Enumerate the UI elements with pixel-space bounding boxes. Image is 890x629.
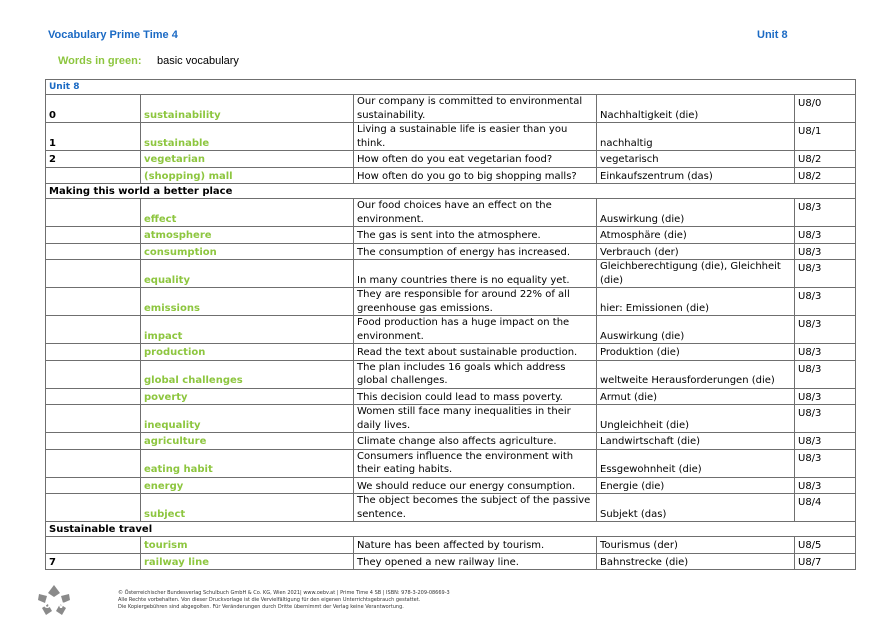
unit-reference: U8/3 <box>795 405 856 433</box>
vocab-row <box>46 288 856 316</box>
document-title: Vocabulary Prime Time 4 <box>48 29 178 41</box>
entry-number <box>46 388 141 405</box>
unit-reference: U8/7 <box>795 553 856 570</box>
german-translation: Landwirtschaft (die) <box>597 433 795 450</box>
unit-reference: U8/3 <box>795 433 856 450</box>
vocab-word: eating habit <box>141 449 354 477</box>
vocab-row <box>46 95 856 123</box>
example-sentence: Nature has been affected by tourism. <box>354 537 597 554</box>
example-sentence: Women still face many inequalities in their daily lives. <box>354 405 597 433</box>
vocabulary-table-body <box>46 80 856 570</box>
vocab-word: atmosphere <box>141 227 354 244</box>
unit-reference: U8/2 <box>795 151 856 168</box>
footer-line: © Österreichischer Bundesverlag Schulbuch GmbH & Co. KG, Wien 2021| www.oebv.at | Prime Time 4 SB | ISBN: 978-3-209-08669-3 <box>118 590 450 596</box>
vocab-row <box>46 360 856 388</box>
unit-row <box>46 80 856 95</box>
unit-reference: U8/5 <box>795 537 856 554</box>
legend-text: basic vocabulary <box>157 55 239 67</box>
unit-reference: U8/3 <box>795 260 856 288</box>
legend-label: Words in green: <box>58 55 142 67</box>
example-sentence: Climate change also affects agriculture. <box>354 433 597 450</box>
unit-reference: U8/3 <box>795 449 856 477</box>
unit-reference: U8/1 <box>795 123 856 151</box>
vocab-word: subject <box>141 494 354 522</box>
vocab-row <box>46 243 856 260</box>
vocab-row <box>46 433 856 450</box>
vocab-word: poverty <box>141 388 354 405</box>
vocab-word: production <box>141 344 354 361</box>
example-sentence: We should reduce our energy consumption. <box>354 477 597 494</box>
example-sentence: The object becomes the subject of the passive sentence. <box>354 494 597 522</box>
entry-number <box>46 360 141 388</box>
unit-reference: U8/3 <box>795 344 856 361</box>
footer-copyright <box>118 590 450 611</box>
entry-number <box>46 167 141 184</box>
vocab-word: inequality <box>141 405 354 433</box>
vocab-word: global challenges <box>141 360 354 388</box>
vocab-word: energy <box>141 477 354 494</box>
entry-number <box>46 344 141 361</box>
example-sentence: Consumers influence the environment with their eating habits. <box>354 449 597 477</box>
vocab-row <box>46 537 856 554</box>
german-translation: Produktion (die) <box>597 344 795 361</box>
example-sentence: They opened a new railway line. <box>354 553 597 570</box>
vocab-row <box>46 151 856 168</box>
entry-number <box>46 405 141 433</box>
german-translation: Nachhaltigkeit (die) <box>597 95 795 123</box>
vocab-row <box>46 449 856 477</box>
vocabulary-table <box>45 79 856 570</box>
entry-number: 0 <box>46 95 141 123</box>
example-sentence: This decision could lead to mass poverty. <box>354 388 597 405</box>
vocab-word: impact <box>141 316 354 344</box>
example-sentence: Living a sustainable life is easier than you think. <box>354 123 597 151</box>
entry-number <box>46 449 141 477</box>
vocab-row <box>46 494 856 522</box>
german-translation: vegetarisch <box>597 151 795 168</box>
german-translation: nachhaltig <box>597 123 795 151</box>
section-title: Making this world a better place <box>46 184 856 199</box>
section-heading-row <box>46 522 856 537</box>
entry-number <box>46 494 141 522</box>
vocab-word: sustainable <box>141 123 354 151</box>
entry-number <box>46 433 141 450</box>
entry-number <box>46 288 141 316</box>
entry-number: 1 <box>46 123 141 151</box>
unit-reference: U8/3 <box>795 360 856 388</box>
example-sentence: Read the text about sustainable production. <box>354 344 597 361</box>
vocab-row <box>46 316 856 344</box>
vocab-word: effect <box>141 199 354 227</box>
german-translation: hier: Emissionen (die) <box>597 288 795 316</box>
vocab-word: (shopping) mall <box>141 167 354 184</box>
vocab-row <box>46 405 856 433</box>
footer-line: Alle Rechte vorbehalten. Von dieser Druckvorlage ist die Vervielfältigung für den eigenen Unterrichtsgebrauch gestattet. <box>118 597 421 603</box>
example-sentence: Food production has a huge impact on the environment. <box>354 316 597 344</box>
unit-reference: U8/3 <box>795 316 856 344</box>
german-translation: Auswirkung (die) <box>597 316 795 344</box>
example-sentence: The consumption of energy has increased. <box>354 243 597 260</box>
entry-number <box>46 243 141 260</box>
german-translation: Gleichberechtigung (die), Gleichheit (die) <box>597 260 795 288</box>
unit-reference: U8/3 <box>795 477 856 494</box>
vocab-word: sustainability <box>141 95 354 123</box>
vocab-row <box>46 260 856 288</box>
section-title: Sustainable travel <box>46 522 856 537</box>
entry-number <box>46 199 141 227</box>
vocab-word: emissions <box>141 288 354 316</box>
vocab-row <box>46 227 856 244</box>
german-translation: Auswirkung (die) <box>597 199 795 227</box>
vocab-word: railway line <box>141 553 354 570</box>
vocab-row <box>46 553 856 570</box>
vocab-word: agriculture <box>141 433 354 450</box>
entry-number: 7 <box>46 553 141 570</box>
entry-number <box>46 227 141 244</box>
unit-reference: U8/3 <box>795 288 856 316</box>
publisher-logo-text: öbv <box>43 600 65 611</box>
vocab-row <box>46 344 856 361</box>
german-translation: Essgewohnheit (die) <box>597 449 795 477</box>
unit-reference: U8/3 <box>795 243 856 260</box>
german-translation: Verbrauch (der) <box>597 243 795 260</box>
unit-reference: U8/3 <box>795 388 856 405</box>
german-translation: weltweite Herausforderungen (die) <box>597 360 795 388</box>
entry-number <box>46 537 141 554</box>
vocab-row <box>46 167 856 184</box>
example-sentence: How often do you go to big shopping malls? <box>354 167 597 184</box>
example-sentence: The gas is sent into the atmosphere. <box>354 227 597 244</box>
example-sentence: They are responsible for around 22% of all greenhouse gas emissions. <box>354 288 597 316</box>
unit-reference: U8/2 <box>795 167 856 184</box>
example-sentence: Our company is committed to environmental sustainability. <box>354 95 597 123</box>
footer-line: Die Kopiergebühren sind abgegolten. Für Veränderungen durch Dritte übernimmt der Verlag keine Verantwortung. <box>118 604 404 610</box>
unit-row-label: Unit 8 <box>46 80 856 95</box>
german-translation: Ungleichheit (die) <box>597 405 795 433</box>
vocab-row <box>46 388 856 405</box>
unit-reference: U8/3 <box>795 227 856 244</box>
entry-number <box>46 260 141 288</box>
example-sentence: The plan includes 16 goals which address global challenges. <box>354 360 597 388</box>
entry-number <box>46 477 141 494</box>
german-translation: Bahnstrecke (die) <box>597 553 795 570</box>
vocab-row <box>46 199 856 227</box>
unit-heading: Unit 8 <box>757 29 788 41</box>
vocab-word: tourism <box>141 537 354 554</box>
publisher-logo <box>36 584 72 618</box>
german-translation: Einkaufszentrum (das) <box>597 167 795 184</box>
german-translation: Atmosphäre (die) <box>597 227 795 244</box>
unit-reference: U8/0 <box>795 95 856 123</box>
vocab-row <box>46 123 856 151</box>
entry-number <box>46 316 141 344</box>
example-sentence: Our food choices have an effect on the environment. <box>354 199 597 227</box>
entry-number: 2 <box>46 151 141 168</box>
german-translation: Energie (die) <box>597 477 795 494</box>
vocab-word: vegetarian <box>141 151 354 168</box>
unit-reference: U8/3 <box>795 199 856 227</box>
vocab-word: equality <box>141 260 354 288</box>
german-translation: Tourismus (der) <box>597 537 795 554</box>
vocab-word: consumption <box>141 243 354 260</box>
section-heading-row <box>46 184 856 199</box>
example-sentence: In many countries there is no equality yet. <box>354 260 597 288</box>
vocab-row <box>46 477 856 494</box>
german-translation: Subjekt (das) <box>597 494 795 522</box>
example-sentence: How often do you eat vegetarian food? <box>354 151 597 168</box>
german-translation: Armut (die) <box>597 388 795 405</box>
unit-reference: U8/4 <box>795 494 856 522</box>
